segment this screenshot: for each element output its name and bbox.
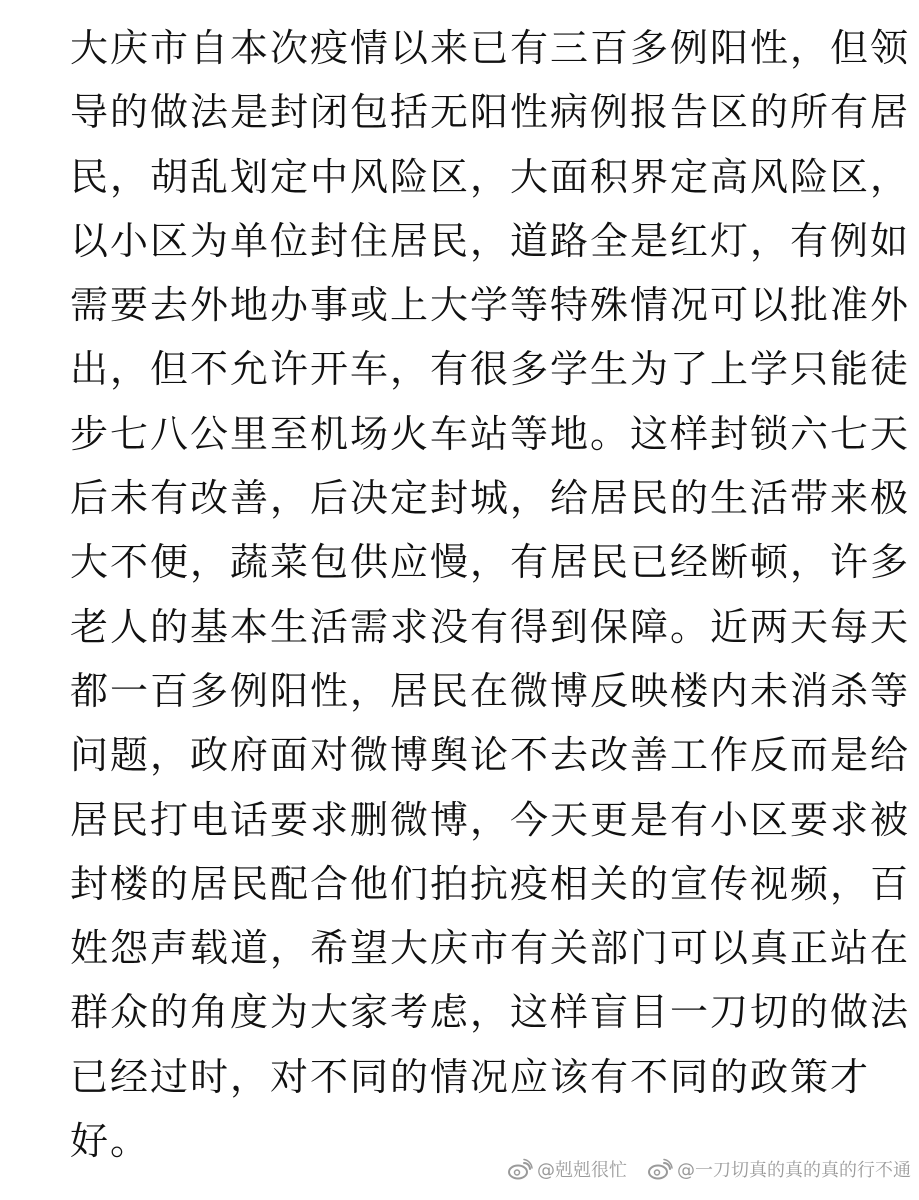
text-line: 姓怨声载道，希望大庆市有关部门可以真正站在	[70, 926, 911, 971]
weibo-icon	[647, 1158, 673, 1180]
text-line: 导的做法是封闭包括无阳性病例报告区的所有居	[70, 90, 911, 135]
text-line: 以小区为单位封住居民，道路全是红灯，有例如	[70, 218, 911, 263]
weibo-icon	[507, 1158, 533, 1180]
text-line: 已经过时，对不同的情况应该有不同的政策才	[70, 1054, 871, 1099]
watermark-item	[507, 1156, 627, 1182]
text-line: 大不便，蔬菜包供应慢，有居民已经断顿，许多	[70, 540, 911, 585]
article-text	[70, 16, 911, 1173]
text-line: 群众的角度为大家考虑，这样盲目一刀切的做法	[70, 990, 911, 1035]
text-line: 大庆市自本次疫情以来已有三百多例阳性，但领	[70, 26, 911, 70]
text-line: 步七八公里至机场火车站等地。这样封锁六七天	[70, 411, 911, 456]
watermark-handle: @剋剋很忙	[537, 1160, 627, 1181]
text-line: 民，胡乱划定中风险区，大面积界定高风险区，	[70, 154, 911, 199]
text-line: 好。	[70, 1119, 151, 1164]
text-line: 需要去外地办事或上大学等特殊情况可以批准外	[70, 283, 911, 328]
text-line: 都一百多例阳性，居民在微博反映楼内未消杀等	[70, 668, 911, 713]
text-line: 问题，政府面对微博舆论不去改善工作反而是给	[70, 733, 911, 778]
watermark-item	[647, 1156, 911, 1182]
text-line: 后未有改善，后决定封城，给居民的生活带来极	[70, 476, 911, 521]
text-line: 居民打电话要求删微博，今天更是有小区要求被	[70, 797, 911, 842]
text-line: 封楼的居民配合他们拍抗疫相关的宣传视频，百	[70, 861, 911, 906]
watermark-handle: @一刀切真的真的真的行不通	[677, 1160, 911, 1181]
text-line: 出，但不允许开车，有很多学生为了上学只能徒	[70, 347, 911, 392]
text-line: 老人的基本生活需求没有得到保障。近两天每天	[70, 604, 911, 649]
watermark	[507, 1156, 911, 1182]
